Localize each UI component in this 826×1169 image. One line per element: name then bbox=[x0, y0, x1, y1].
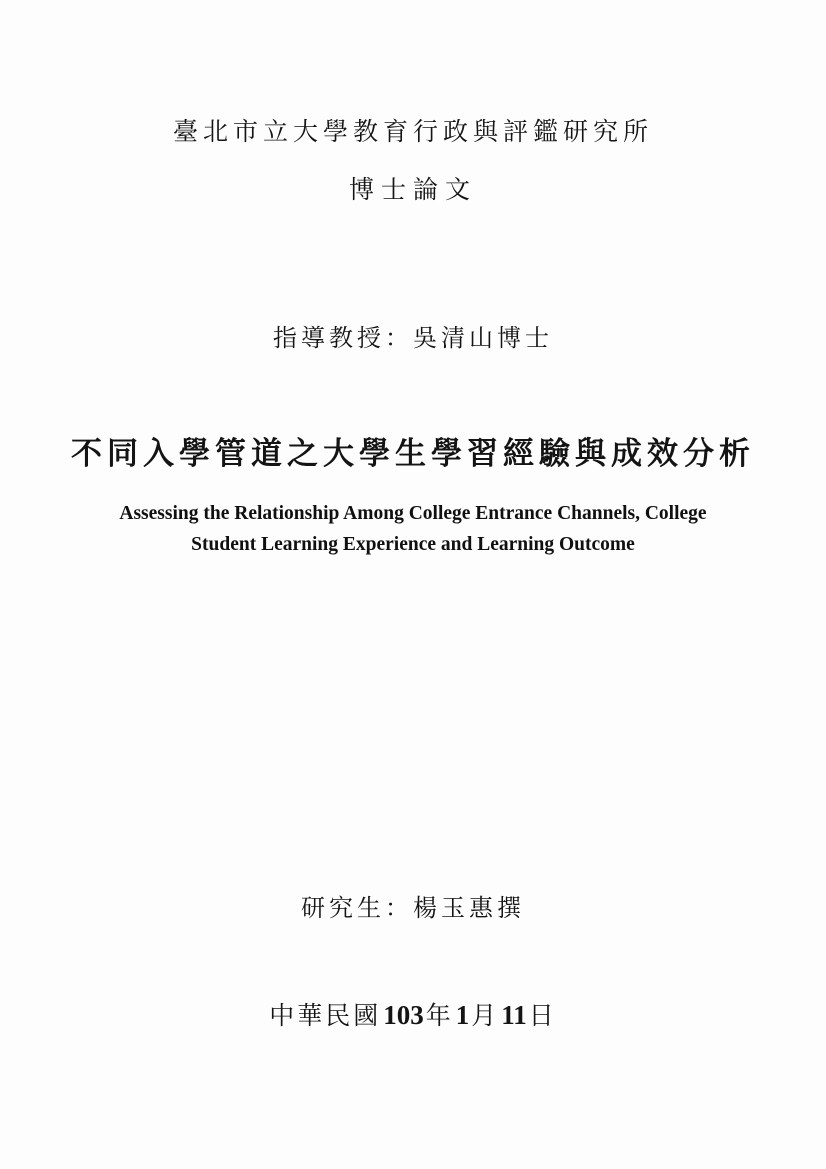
date-day-value: 11 bbox=[501, 1000, 527, 1030]
thesis-title-english-line-2: Student Learning Experience and Learning Outcome bbox=[191, 534, 635, 555]
thesis-title-english bbox=[108, 498, 718, 560]
institution-line: 臺北市立大學教育行政與評鑑研究所 bbox=[172, 117, 653, 146]
date-era-prefix: 中華民國 bbox=[269, 1001, 382, 1030]
date-month-unit: 月 bbox=[471, 1001, 500, 1030]
date-year-value: 103 bbox=[383, 1000, 424, 1030]
date-month-value: 1 bbox=[455, 1000, 470, 1030]
publication-date bbox=[0, 996, 826, 1032]
document-type-label: 博士論文 bbox=[348, 175, 477, 204]
advisor-line: 指導教授：吳清山博士 bbox=[273, 324, 553, 352]
thesis-title-chinese: 不同入學管道之大學生學習經驗與成效分析 bbox=[71, 436, 755, 472]
thesis-title-english-line-1: Assessing the Relationship Among College Entrance Channels, College bbox=[119, 503, 707, 524]
author-line: 研究生：楊玉惠撰 bbox=[301, 894, 525, 922]
date-day-unit: 日 bbox=[528, 1001, 557, 1030]
date-year-unit: 年 bbox=[425, 1001, 454, 1030]
